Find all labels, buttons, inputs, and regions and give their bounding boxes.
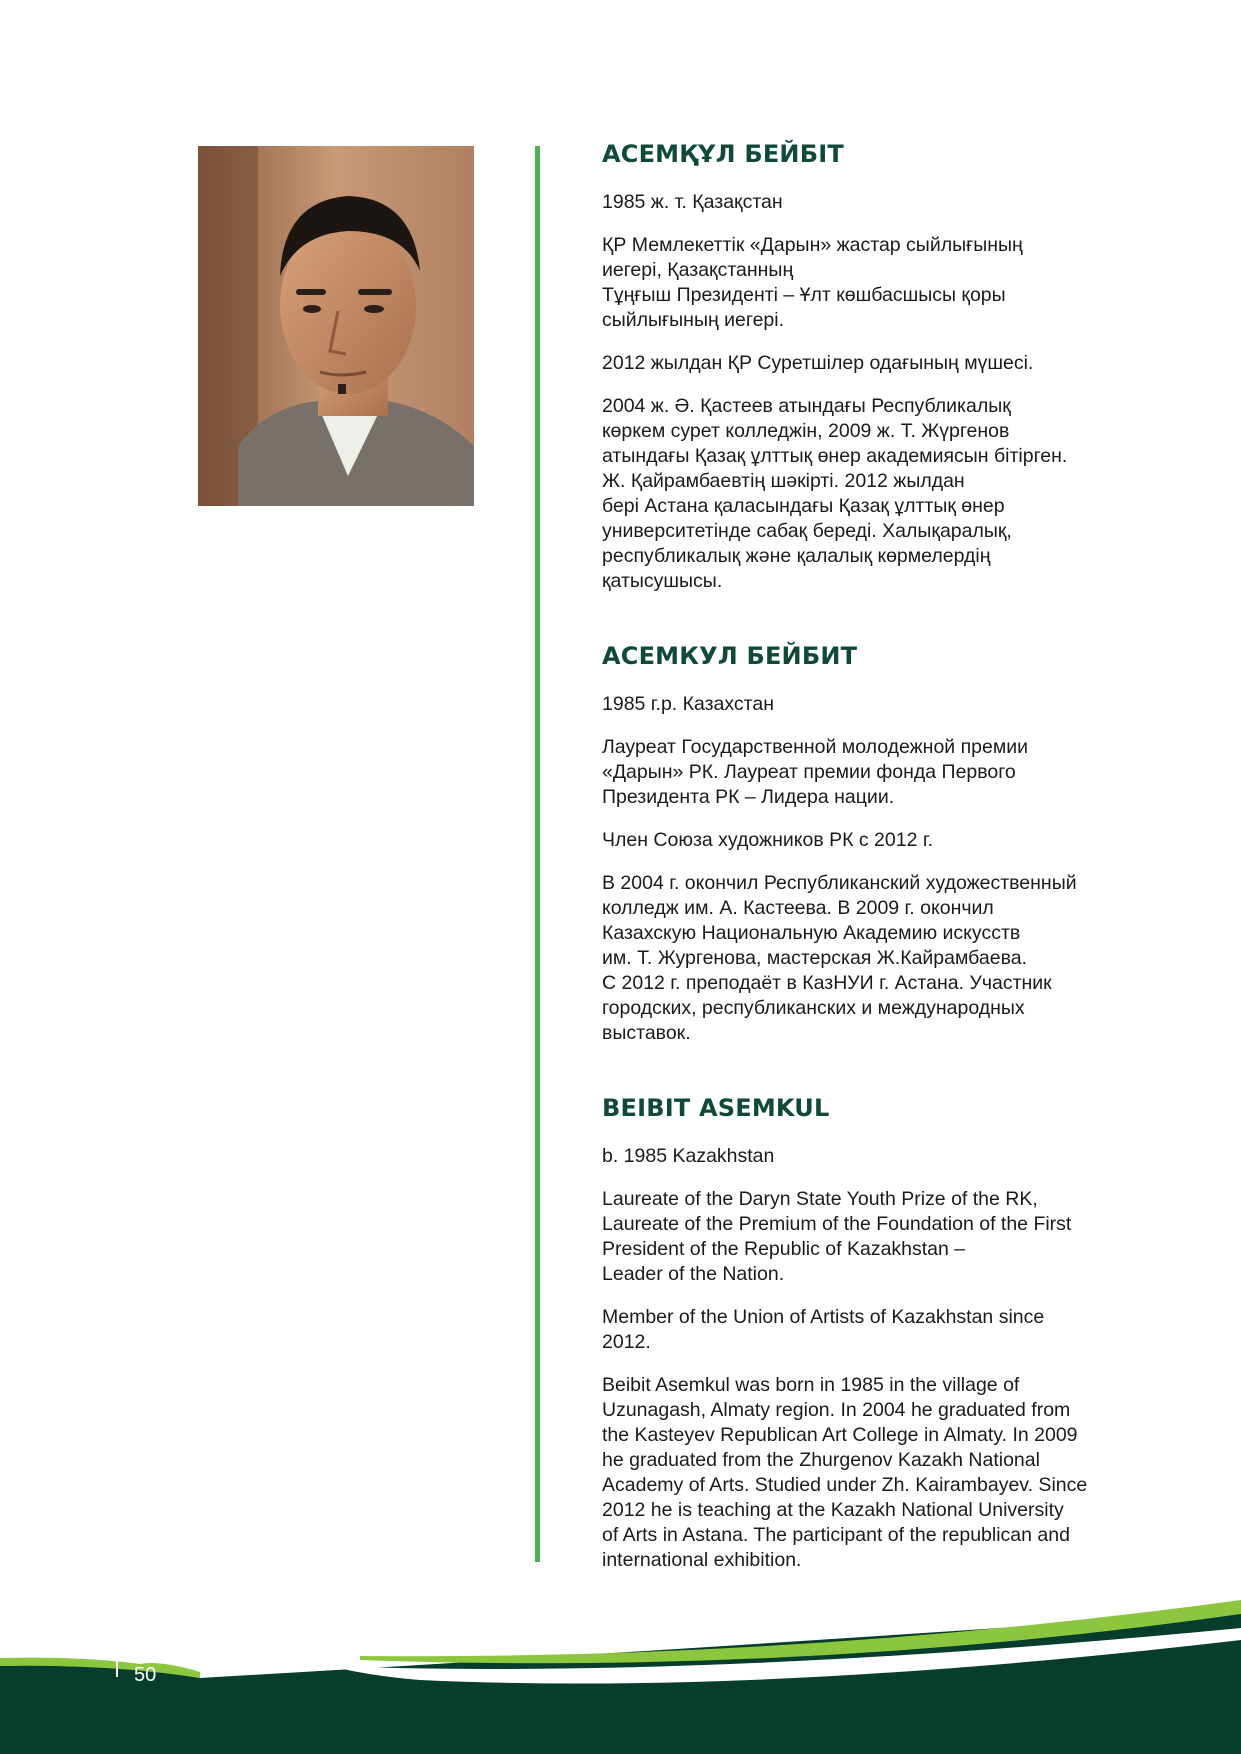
english-birth-info: b. 1985 Kazakhstan — [602, 1145, 775, 1167]
kazakh-awards: ҚР Мемлекеттік «Дарын» жастар сыйлығының иегері, Қазақстанның Тұңғыш Президенті – Ұлт көшбасшысы қоры сыйлығының иегері. — [602, 234, 1023, 331]
russian-awards: Лауреат Государственной молодежной премии «Дарын» РК. Лауреат премии фонда Первого Президента РК – Лидера нации. — [602, 736, 1029, 808]
kazakh-biography: 2004 ж. Ә. Қастеев атындағы Республикалық көркем сурет колледжін, 2009 ж. Т. Жүргенов атындағы Қазақ ұлттық өнер академиясын бітірген. Ж. Қайрамбаевтің шәкірті. 2012 жылдан бері Астана қаласындағы Қазақ ұлттық өнер университетінде сабақ береді. Халықаралық, республикалық және қалалық көрмелердің қатысушысы. — [602, 395, 1068, 592]
english-artist-name: BEIBIT ASEMKUL — [602, 1094, 830, 1122]
russian-artist-name: АСЕМКУЛ БЕЙБИТ — [602, 642, 858, 670]
footer-wave-band — [0, 1600, 1241, 1754]
english-section — [602, 1094, 1122, 1573]
kazakh-artist-name: АСЕМҚҰЛ БЕЙБІТ — [602, 140, 844, 168]
russian-birth-info: 1985 г.р. Казахстан — [602, 693, 775, 715]
english-membership: Member of the Union of Artists of Kazakhstan since 2012. — [602, 1306, 1045, 1353]
russian-biography: В 2004 г. окончил Республиканский художественный колледж им. А. Кастеева. В 2009 г. окончил Казахскую Национальную Академию искусств им. Т. Жургенова, мастерская Ж.Кайрамбаева. С 2012 г. преподаёт в КазНУИ г. Астана. Участник городских, республиканских и международных выставок. — [602, 872, 1077, 1044]
russian-membership: Член Союза художников РК с 2012 г. — [602, 829, 933, 851]
kazakh-birth-info: 1985 ж. т. Қазақстан — [602, 191, 783, 213]
kazakh-membership: 2012 жылдан ҚР Суретшілер одағының мүшесі. — [602, 352, 1034, 374]
page-number-separator — [116, 1631, 118, 1677]
vertical-divider-line — [535, 146, 540, 1562]
biography-content — [602, 140, 1122, 1621]
kazakh-section — [602, 140, 1122, 594]
english-awards: Laureate of the Daryn State Youth Prize of the RK, Laureate of the Premium of the Foundation of the First President of the Republic of Kazakhstan – Leader of the Nation. — [602, 1188, 1072, 1285]
english-biography: Beibit Asemkul was born in 1985 in the village of Uzunagash, Almaty region. In 2004 he graduated from the Kasteyev Republican Art College in Almaty. In 2009 he graduated from the Zhurgenov Kazakh National Academy of Arts. Studied under Zh. Kairambayev. Since 2012 he is teaching at the Kazakh National University of Arts in Astana. The participant of the republican and international exhibition. — [602, 1374, 1088, 1571]
artist-portrait-photo — [198, 146, 474, 506]
russian-section — [602, 642, 1122, 1046]
page-number: 50 — [134, 1664, 157, 1686]
